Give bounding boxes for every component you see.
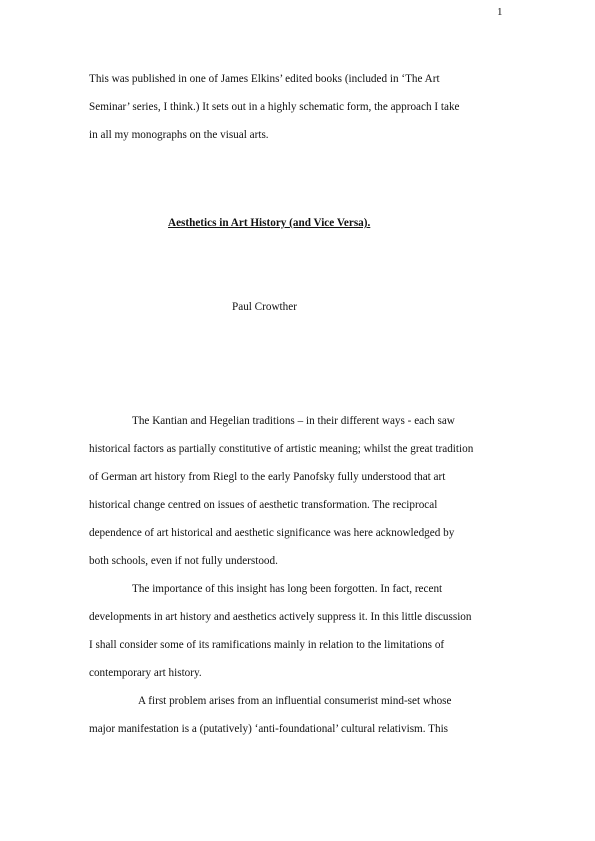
page-number: 1 (497, 6, 503, 18)
body-line-11: A first problem arises from an influential consumerist mind-set whose (138, 695, 452, 707)
body-line-7: The importance of this insight has long been forgotten. In fact, recent (132, 583, 443, 595)
body-line-5: dependence of art historical and aesthetic significance was here acknowledged by (89, 527, 455, 539)
body-line-4: historical change centred on issues of aesthetic transformation. The reciprocal (89, 499, 438, 511)
body-line-2: historical factors as partially constitutive of artistic meaning; whilst the great tradition (89, 443, 474, 455)
body-line-8: developments in art history and aesthetics actively suppress it. In this little discussion (89, 611, 472, 623)
body-line-3: of German art history from Riegl to the early Panofsky fully understood that art (89, 471, 446, 483)
document-title: Aesthetics in Art History (and Vice Versa). (168, 217, 371, 229)
body-line-1: The Kantian and Hegelian traditions – in their different ways - each saw (132, 415, 455, 427)
intro-line-2: Seminar’ series, I think.) It sets out in a highly schematic form, the approach I take (89, 101, 460, 113)
body-line-12: major manifestation is a (putatively) ‘anti-foundational’ cultural relativism. This (89, 723, 449, 735)
intro-line-1: This was published in one of James Elkins’ edited books (included in ‘The Art (89, 73, 440, 85)
intro-line-3: in all my monographs on the visual arts. (89, 129, 269, 141)
body-line-6: both schools, even if not fully understood. (89, 555, 278, 567)
author-name: Paul Crowther (232, 301, 297, 313)
body-line-10: contemporary art history. (89, 667, 202, 679)
body-line-9: I shall consider some of its ramifications mainly in relation to the limitations of (89, 639, 445, 651)
